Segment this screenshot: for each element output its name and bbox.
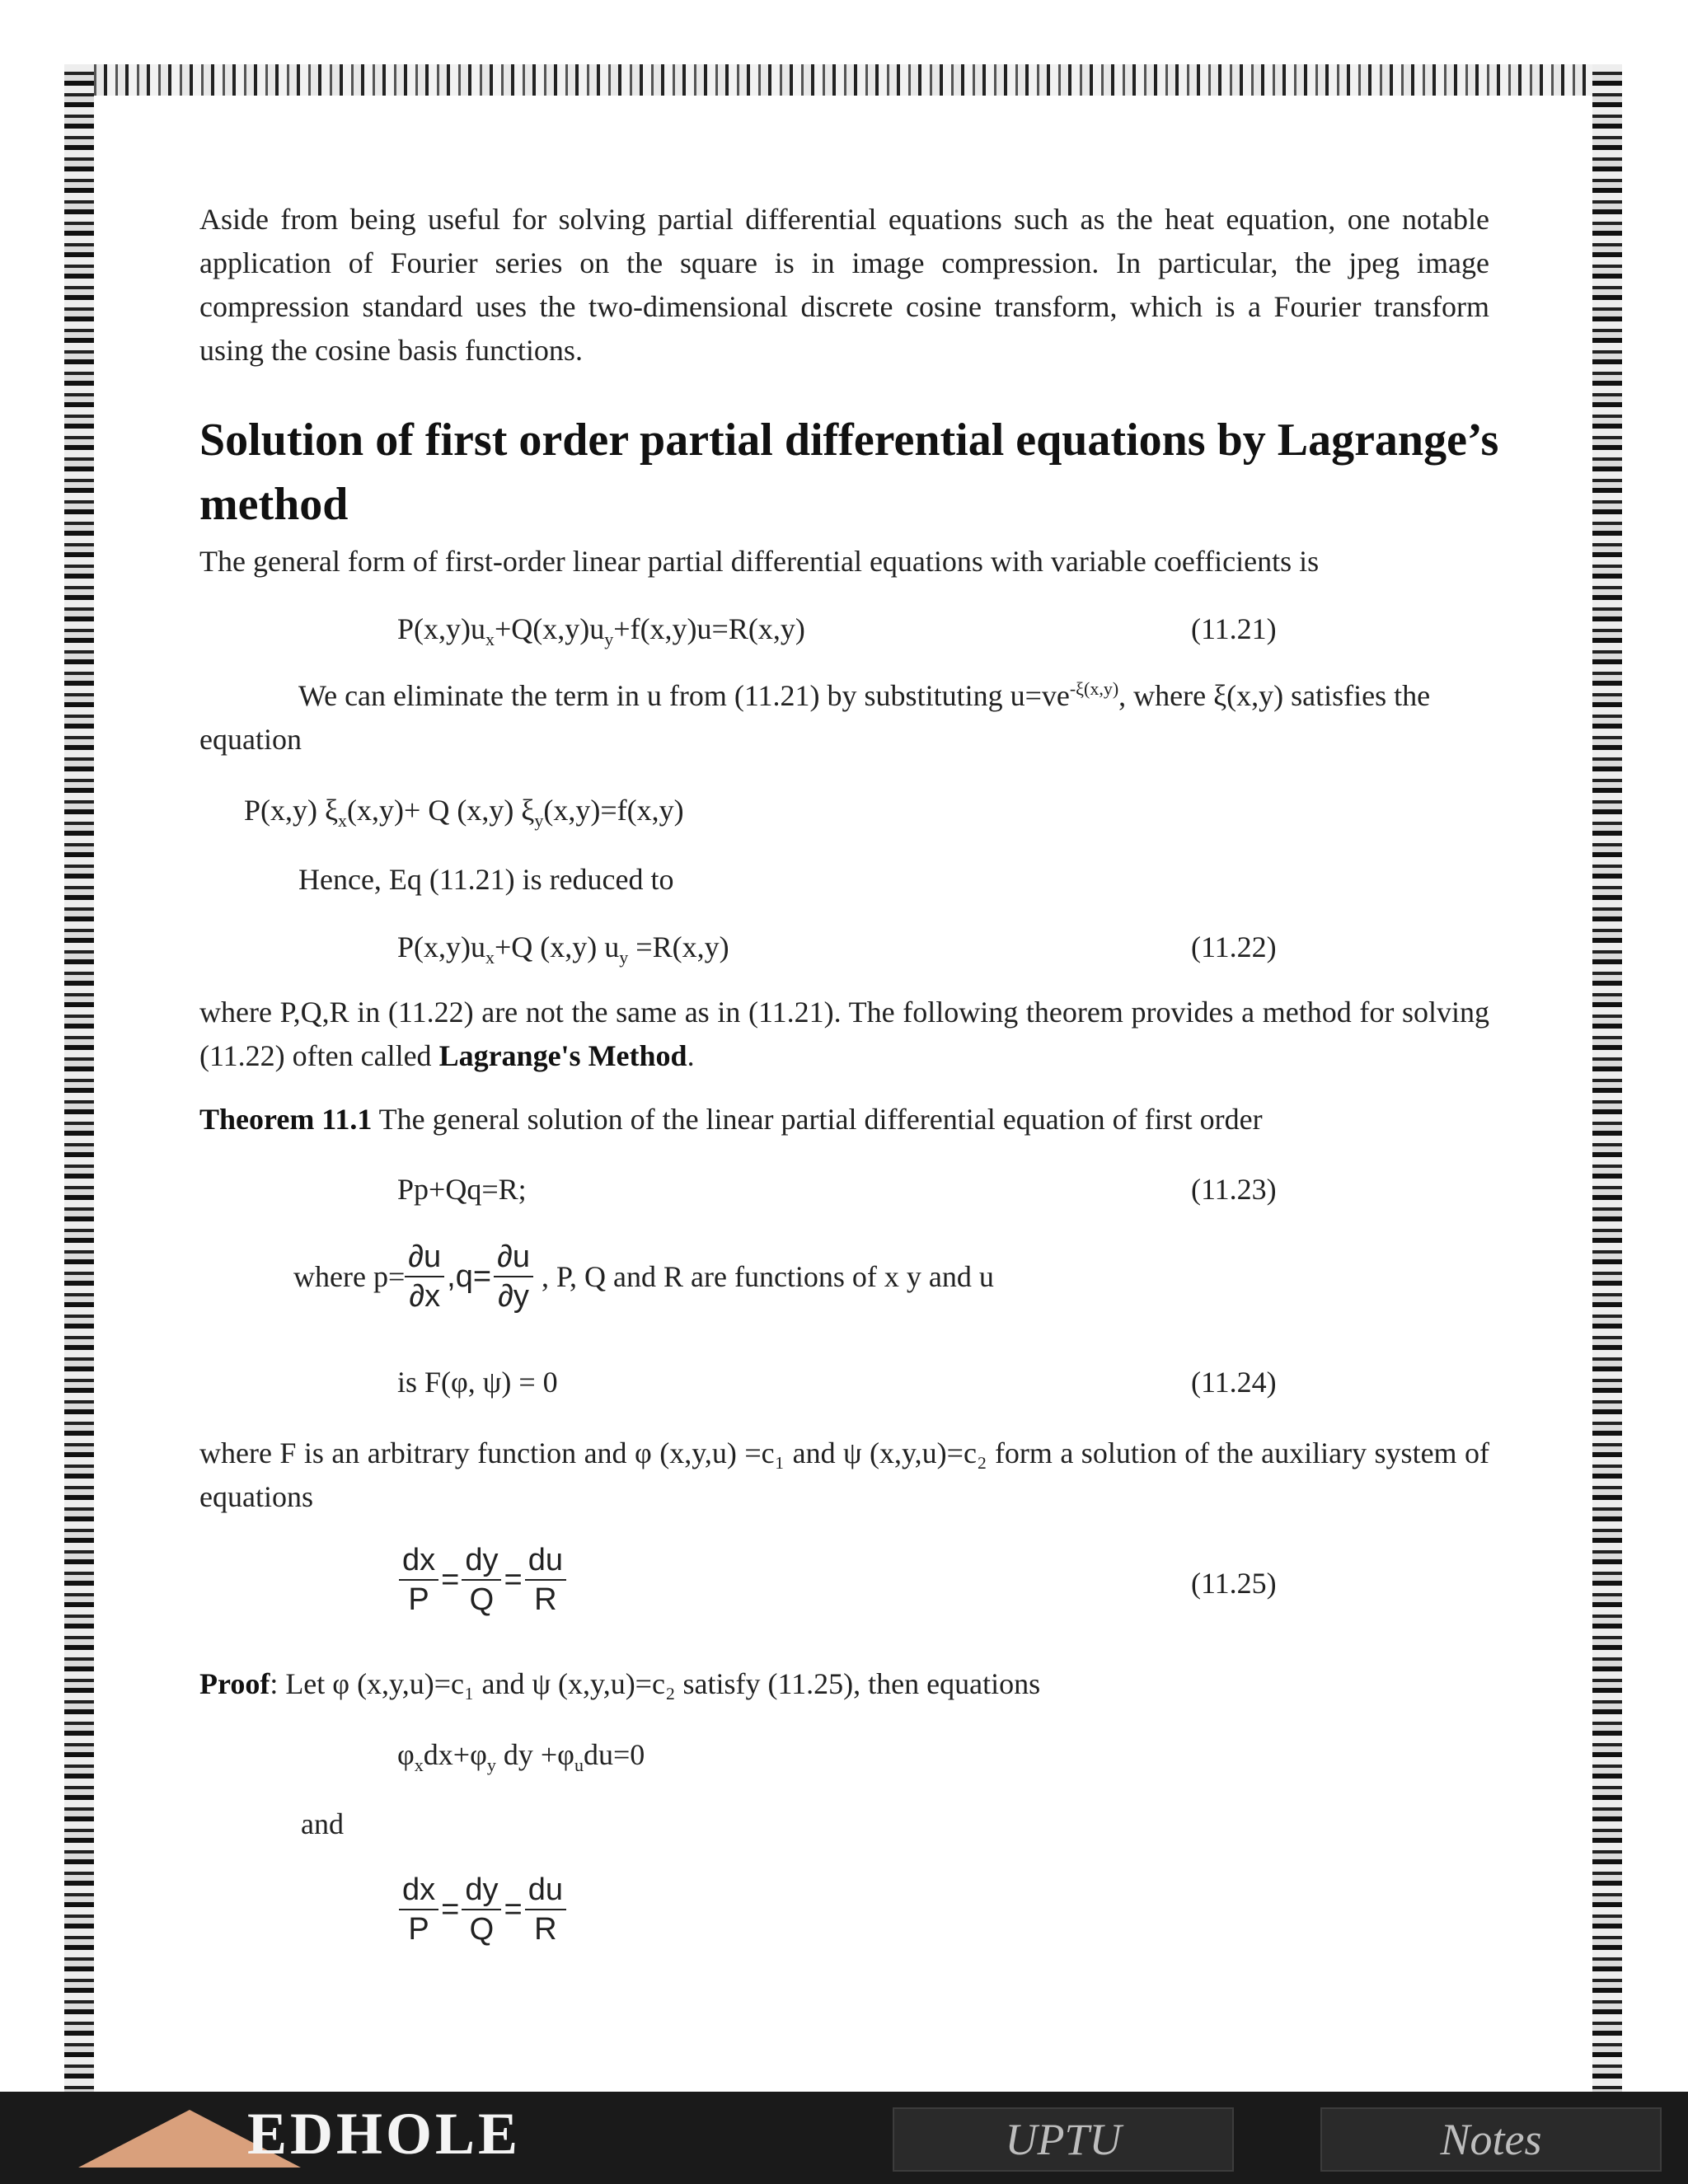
proof-text: : Let φ (x,y,u)=c₁ and ψ (x,y,u)=c₂ satisfy (11.25), then equations [270, 1667, 1041, 1700]
where-pqr-text: where P,Q,R in (11.22) are not the same as in (11.21). The following theorem provides a method for solving (11.22) often called [199, 996, 1489, 1072]
frac-denominator: P [408, 1912, 429, 1947]
equation-11-22 [397, 930, 729, 968]
eq-part: (x,y)+ Q (x,y) ξ [347, 794, 535, 827]
proof-line [199, 1666, 1040, 1701]
dx-over-p [399, 1541, 438, 1619]
eq-sub: y [604, 629, 614, 650]
xi-equation [244, 793, 684, 832]
eq-sub: y [534, 810, 544, 832]
eq-part: +Q (x,y) u [495, 930, 620, 963]
frac-denominator: Q [469, 1912, 495, 1947]
where-pqr-end: . [687, 1039, 695, 1072]
eliminate-exponent: -ξ(x,y) [1069, 678, 1119, 699]
eq-part: du=0 [583, 1738, 645, 1771]
general-form-intro: The general form of first-order linear partial differential equations with variable coefficients is [199, 545, 1320, 578]
eq-part: P(x,y)u [397, 612, 485, 645]
where-p-prefix: where p= [293, 1260, 406, 1293]
frac-numerator: dx [399, 1871, 438, 1910]
eq-part: dx+φ [423, 1738, 487, 1771]
eq-part: P(x,y) ξ [244, 794, 339, 827]
frac-denominator: ∂y [498, 1279, 529, 1314]
eq-part: =R(x,y) [628, 930, 729, 963]
partial-u-x-fraction [405, 1238, 444, 1315]
eq-part: P(x,y)u [397, 930, 485, 963]
eq-part: φ [397, 1738, 415, 1771]
dy-over-q [462, 1871, 501, 1948]
equals-sign: = [441, 1891, 460, 1927]
frac-numerator: dx [399, 1541, 438, 1581]
where-p-line [293, 1238, 994, 1315]
eq-part: +f(x,y)u=R(x,y) [613, 612, 805, 645]
frac-numerator: ∂u [405, 1238, 444, 1277]
eq-sub: x [414, 1755, 424, 1776]
proof-label: Proof [199, 1667, 270, 1700]
intro-paragraph: Aside from being useful for solving partial differential equations such as the heat equation, one notable application of Fourier series on the square is in image compression. In particular, the jpeg image compression standard uses the two-dimensional discrete cosine transform, which is a Fourier transform using the cosine basis functions. [199, 203, 1489, 367]
eq-sub: y [619, 947, 629, 968]
equation-number: (11.25) [1191, 1567, 1277, 1600]
phi-differential-equation [397, 1737, 645, 1776]
equation-number: (11.23) [1191, 1173, 1277, 1206]
eq-sub: u [574, 1755, 584, 1776]
eq-sub: y [486, 1755, 496, 1776]
auxiliary-system-repeat [399, 1871, 566, 1948]
eq-part: (x,y)=f(x,y) [543, 794, 684, 827]
eq-sub: x [485, 629, 495, 650]
eliminate-text: , where ξ(x,y) satisfies the [1118, 679, 1431, 712]
lagrange-method-bold: Lagrange's Method [438, 1039, 687, 1072]
frac-numerator: ∂u [494, 1238, 533, 1277]
eliminate-continuation: equation [199, 723, 302, 756]
notes-tab[interactable]: Notes [1320, 2107, 1662, 2172]
where-pqr-paragraph [199, 991, 1489, 1078]
du-over-r [525, 1541, 566, 1619]
auxiliary-system [399, 1541, 566, 1619]
frac-numerator: du [525, 1541, 566, 1581]
dy-over-q [462, 1541, 501, 1619]
theorem-line [199, 1102, 1263, 1137]
where-f-paragraph: where F is an arbitrary function and φ (x,y,u) =c₁ and ψ (x,y,u)=c₂ form a solution of the auxiliary system of equations [199, 1436, 1489, 1513]
edhole-logo[interactable]: EDHOLE [247, 2101, 522, 2167]
hence-line: Hence, Eq (11.21) is reduced to [298, 863, 674, 896]
theorem-text: The general solution of the linear partial differential equation of first order [372, 1103, 1263, 1136]
equals-sign: = [504, 1562, 523, 1597]
frac-denominator: R [534, 1582, 557, 1617]
page-border-left [64, 64, 94, 2092]
frac-denominator: Q [469, 1582, 495, 1617]
frac-denominator: ∂x [409, 1279, 441, 1314]
frac-numerator: dy [462, 1871, 501, 1910]
frac-denominator: P [408, 1582, 429, 1617]
frac-denominator: R [534, 1912, 557, 1947]
equation-11-24: is F(φ, ψ) = 0 [397, 1366, 558, 1399]
dx-over-p [399, 1871, 438, 1948]
eq-part: +Q(x,y)u [495, 612, 605, 645]
eliminate-text: We can eliminate the term in u from (11.21) by substituting u=ve [298, 679, 1070, 712]
equation-number: (11.22) [1191, 930, 1277, 963]
eq-sub: x [485, 947, 495, 968]
eq-sub: x [338, 810, 348, 832]
equation-11-21 [397, 612, 805, 650]
frac-numerator: du [525, 1871, 566, 1910]
equation-number: (11.21) [1191, 612, 1277, 645]
equation-11-23: Pp+Qq=R; [397, 1173, 527, 1206]
page-content-area [94, 96, 1592, 2092]
equals-sign: = [441, 1562, 460, 1597]
uptu-tab[interactable]: UPTU [893, 2107, 1234, 2172]
frac-numerator: dy [462, 1541, 501, 1581]
page-border-right [1592, 64, 1622, 2092]
comma-q: ,q= [447, 1258, 492, 1294]
page-border-top [64, 64, 1622, 96]
section-heading: Solution of first order partial differential equations by Lagrange’s method [199, 415, 1499, 530]
eliminate-line [298, 678, 1430, 713]
equation-number: (11.24) [1191, 1366, 1277, 1399]
eq-part: dy +φ [495, 1738, 574, 1771]
theorem-label: Theorem 11.1 [199, 1103, 373, 1136]
partial-u-y-fraction [494, 1238, 533, 1315]
du-over-r [525, 1871, 566, 1948]
and-line: and [301, 1807, 344, 1840]
equals-sign: = [504, 1891, 523, 1927]
where-p-suffix: , P, Q and R are functions of x y and u [541, 1260, 994, 1293]
